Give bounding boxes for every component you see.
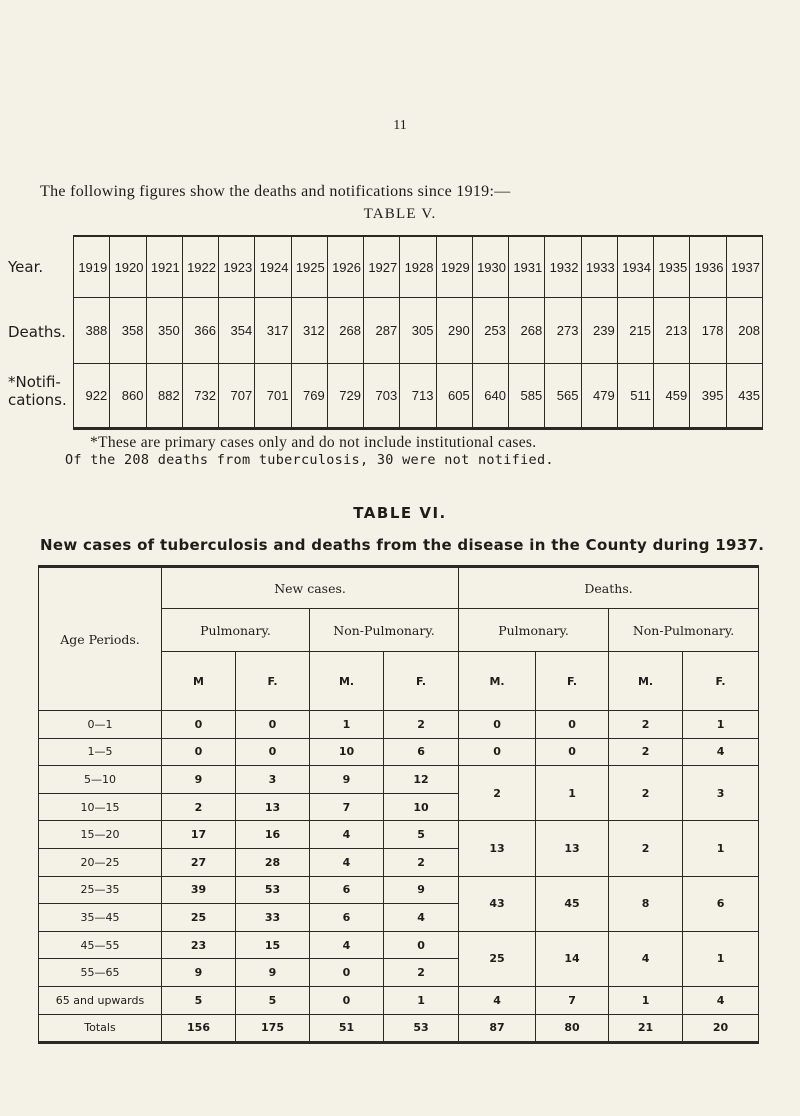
deaths-cell: 268 xyxy=(509,298,545,364)
deaths-cell: 0 xyxy=(459,711,536,739)
notifications-cell: 479 xyxy=(581,364,617,429)
table-row xyxy=(39,876,759,904)
grouped-deaths-cell: 2 xyxy=(609,821,683,876)
grouped-deaths-cell: 4 xyxy=(609,931,683,986)
deaths-cell: 290 xyxy=(436,298,472,364)
deaths-nonpulm-f-header: F. xyxy=(683,652,759,711)
notifications-cell: 922 xyxy=(74,364,110,429)
deaths-cell: 213 xyxy=(654,298,690,364)
deaths-cell: 388 xyxy=(74,298,110,364)
notifications-cell: 769 xyxy=(291,364,327,429)
deaths-cell: 350 xyxy=(146,298,182,364)
deaths-cell: 273 xyxy=(545,298,581,364)
age-period-cell: 35—45 xyxy=(39,904,162,932)
deaths-cell: 2 xyxy=(609,738,683,766)
notifications-cell: 565 xyxy=(545,364,581,429)
deaths-cell: 239 xyxy=(581,298,617,364)
deaths-cell: 1 xyxy=(609,986,683,1014)
deaths-cell: 208 xyxy=(726,298,763,364)
year-cell: 1934 xyxy=(617,236,653,298)
new-cases-header: New cases. xyxy=(162,567,459,609)
grouped-deaths-cell: 13 xyxy=(459,821,536,876)
notifications-cell: 395 xyxy=(690,364,726,429)
deaths-cell: 21 xyxy=(609,1014,683,1043)
intro-text: The following figures show the deaths and notifications since 1919:— xyxy=(40,183,511,200)
table-row xyxy=(39,738,759,766)
table-v-deaths-row xyxy=(74,298,763,364)
new-cases-cell: 16 xyxy=(236,821,310,849)
new-cases-cell: 4 xyxy=(310,931,384,959)
new-cases-cell: 39 xyxy=(162,876,236,904)
age-period-cell: 0—1 xyxy=(39,711,162,739)
new-cases-cell: 175 xyxy=(236,1014,310,1043)
grouped-deaths-cell: 6 xyxy=(683,876,759,931)
deaths-cell: 7 xyxy=(536,986,609,1014)
year-cell: 1919 xyxy=(74,236,110,298)
notifications-cell: 511 xyxy=(617,364,653,429)
new-cases-cell: 2 xyxy=(384,848,459,876)
new-cases-cell: 6 xyxy=(310,876,384,904)
grouped-deaths-cell: 1 xyxy=(683,821,759,876)
notifications-cell: 729 xyxy=(327,364,363,429)
notifications-cell: 459 xyxy=(654,364,690,429)
age-period-cell: 65 and upwards xyxy=(39,986,162,1014)
new-non-pulmonary-header: Non-Pulmonary. xyxy=(310,609,459,652)
year-cell: 1922 xyxy=(182,236,218,298)
deaths-cell: 20 xyxy=(683,1014,759,1043)
table-v-note: Of the 208 deaths from tuberculosis, 30 were not notified. xyxy=(65,452,554,468)
deaths-pulmonary-header: Pulmonary. xyxy=(459,609,609,652)
new-nonpulm-f-header: F. xyxy=(384,652,459,711)
notifications-cell: 860 xyxy=(110,364,146,429)
grouped-deaths-cell: 1 xyxy=(536,766,609,821)
new-cases-cell: 9 xyxy=(236,959,310,987)
new-nonpulm-m-header: M. xyxy=(310,652,384,711)
new-cases-cell: 2 xyxy=(384,959,459,987)
new-cases-cell: 6 xyxy=(310,904,384,932)
deaths-cell: 354 xyxy=(219,298,255,364)
age-period-cell: 55—65 xyxy=(39,959,162,987)
year-cell: 1926 xyxy=(327,236,363,298)
deaths-cell: 4 xyxy=(683,986,759,1014)
new-pulmonary-header: Pulmonary. xyxy=(162,609,310,652)
notifications-cell: 882 xyxy=(146,364,182,429)
grouped-deaths-cell: 45 xyxy=(536,876,609,931)
new-pulm-f-header: F. xyxy=(236,652,310,711)
new-cases-cell: 51 xyxy=(310,1014,384,1043)
new-cases-cell: 0 xyxy=(236,738,310,766)
page-number: 11 xyxy=(393,118,407,133)
new-cases-cell: 1 xyxy=(384,986,459,1014)
table-v-notifications-row xyxy=(74,364,763,429)
deaths-cell: 0 xyxy=(536,738,609,766)
table-row xyxy=(39,986,759,1014)
notifications-cell: 605 xyxy=(436,364,472,429)
year-cell: 1925 xyxy=(291,236,327,298)
table-row xyxy=(39,931,759,959)
new-cases-cell: 0 xyxy=(310,959,384,987)
new-cases-cell: 9 xyxy=(384,876,459,904)
new-cases-cell: 2 xyxy=(384,711,459,739)
new-cases-cell: 0 xyxy=(310,986,384,1014)
deaths-cell: 4 xyxy=(683,738,759,766)
table-v-title: TABLE V. xyxy=(363,206,437,222)
table-v-footnote: *These are primary cases only and do not include institutional cases. xyxy=(90,434,537,451)
new-cases-cell: 5 xyxy=(162,986,236,1014)
age-period-cell: Totals xyxy=(39,1014,162,1043)
grouped-deaths-cell: 8 xyxy=(609,876,683,931)
new-cases-cell: 12 xyxy=(384,766,459,794)
deaths-nonpulm-m-header: M. xyxy=(609,652,683,711)
deaths-cell: 366 xyxy=(182,298,218,364)
grouped-deaths-cell: 43 xyxy=(459,876,536,931)
age-periods-header: Age Periods. xyxy=(39,567,162,711)
table-row xyxy=(39,766,759,794)
year-cell: 1936 xyxy=(690,236,726,298)
notifications-cell: 585 xyxy=(509,364,545,429)
deaths-cell: 2 xyxy=(609,711,683,739)
deaths-header: Deaths. xyxy=(459,567,759,609)
new-cases-cell: 156 xyxy=(162,1014,236,1043)
year-cell: 1920 xyxy=(110,236,146,298)
notifications-label-line1: *Notifi- xyxy=(8,373,61,391)
new-cases-cell: 4 xyxy=(310,821,384,849)
new-cases-cell: 10 xyxy=(310,738,384,766)
new-cases-cell: 4 xyxy=(310,848,384,876)
totals-row xyxy=(39,1014,759,1043)
new-cases-cell: 0 xyxy=(384,931,459,959)
age-period-cell: 45—55 xyxy=(39,931,162,959)
table-vi-title: TABLE VI. xyxy=(353,504,447,522)
new-cases-cell: 0 xyxy=(162,738,236,766)
new-cases-cell: 3 xyxy=(236,766,310,794)
age-period-cell: 20—25 xyxy=(39,848,162,876)
new-cases-cell: 6 xyxy=(384,738,459,766)
notifications-cell: 713 xyxy=(400,364,436,429)
new-cases-cell: 25 xyxy=(162,904,236,932)
new-cases-cell: 7 xyxy=(310,793,384,821)
deaths-cell: 178 xyxy=(690,298,726,364)
year-cell: 1931 xyxy=(509,236,545,298)
new-cases-cell: 10 xyxy=(384,793,459,821)
deaths-pulm-m-header: M. xyxy=(459,652,536,711)
new-pulm-m-header: M xyxy=(162,652,236,711)
new-cases-cell: 53 xyxy=(384,1014,459,1043)
notifications-cell: 703 xyxy=(364,364,400,429)
grouped-deaths-cell: 2 xyxy=(609,766,683,821)
new-cases-cell: 13 xyxy=(236,793,310,821)
new-cases-cell: 0 xyxy=(236,711,310,739)
table-row xyxy=(39,821,759,849)
new-cases-cell: 2 xyxy=(162,793,236,821)
deaths-cell: 0 xyxy=(459,738,536,766)
grouped-deaths-cell: 13 xyxy=(536,821,609,876)
deaths-cell: 1 xyxy=(683,711,759,739)
table-vi-body xyxy=(39,711,759,1043)
year-cell: 1930 xyxy=(472,236,508,298)
deaths-cell: 268 xyxy=(327,298,363,364)
notifications-cell: 640 xyxy=(472,364,508,429)
new-cases-cell: 23 xyxy=(162,931,236,959)
new-cases-cell: 5 xyxy=(236,986,310,1014)
table-v-year-row xyxy=(74,236,763,298)
deaths-cell: 0 xyxy=(536,711,609,739)
notifications-cell: 701 xyxy=(255,364,291,429)
new-cases-cell: 1 xyxy=(310,711,384,739)
grouped-deaths-cell: 2 xyxy=(459,766,536,821)
year-label: Year. xyxy=(8,258,44,276)
notifications-label-line2: cations. xyxy=(8,391,67,409)
new-cases-cell: 33 xyxy=(236,904,310,932)
new-cases-cell: 27 xyxy=(162,848,236,876)
notifications-cell: 732 xyxy=(182,364,218,429)
new-cases-cell: 5 xyxy=(384,821,459,849)
table-row xyxy=(39,711,759,739)
deaths-label: Deaths. xyxy=(8,323,66,341)
grouped-deaths-cell: 1 xyxy=(683,931,759,986)
grouped-deaths-cell: 3 xyxy=(683,766,759,821)
grouped-deaths-cell: 25 xyxy=(459,931,536,986)
deaths-cell: 317 xyxy=(255,298,291,364)
table-vi-caption: New cases of tuberculosis and deaths from the disease in the County during 1937. xyxy=(40,536,765,554)
new-cases-cell: 28 xyxy=(236,848,310,876)
year-cell: 1929 xyxy=(436,236,472,298)
deaths-cell: 253 xyxy=(472,298,508,364)
new-cases-cell: 15 xyxy=(236,931,310,959)
deaths-cell: 312 xyxy=(291,298,327,364)
year-cell: 1927 xyxy=(364,236,400,298)
year-cell: 1937 xyxy=(726,236,763,298)
year-cell: 1921 xyxy=(146,236,182,298)
deaths-non-pulmonary-header: Non-Pulmonary. xyxy=(609,609,759,652)
new-cases-cell: 53 xyxy=(236,876,310,904)
new-cases-cell: 9 xyxy=(162,959,236,987)
deaths-pulm-f-header: F. xyxy=(536,652,609,711)
new-cases-cell: 9 xyxy=(162,766,236,794)
new-cases-cell: 17 xyxy=(162,821,236,849)
deaths-cell: 87 xyxy=(459,1014,536,1043)
table-vi xyxy=(38,565,759,1044)
deaths-cell: 305 xyxy=(400,298,436,364)
new-cases-cell: 4 xyxy=(384,904,459,932)
grouped-deaths-cell: 14 xyxy=(536,931,609,986)
deaths-cell: 287 xyxy=(364,298,400,364)
year-cell: 1933 xyxy=(581,236,617,298)
new-cases-cell: 0 xyxy=(162,711,236,739)
notifications-cell: 435 xyxy=(726,364,763,429)
age-period-cell: 15—20 xyxy=(39,821,162,849)
deaths-cell: 215 xyxy=(617,298,653,364)
deaths-cell: 80 xyxy=(536,1014,609,1043)
new-cases-cell: 9 xyxy=(310,766,384,794)
age-period-cell: 1—5 xyxy=(39,738,162,766)
notifications-cell: 707 xyxy=(219,364,255,429)
age-period-cell: 25—35 xyxy=(39,876,162,904)
year-cell: 1928 xyxy=(400,236,436,298)
year-cell: 1924 xyxy=(255,236,291,298)
deaths-cell: 358 xyxy=(110,298,146,364)
year-cell: 1935 xyxy=(654,236,690,298)
year-cell: 1923 xyxy=(219,236,255,298)
age-period-cell: 10—15 xyxy=(39,793,162,821)
year-cell: 1932 xyxy=(545,236,581,298)
deaths-cell: 4 xyxy=(459,986,536,1014)
age-period-cell: 5—10 xyxy=(39,766,162,794)
table-v xyxy=(73,235,763,430)
